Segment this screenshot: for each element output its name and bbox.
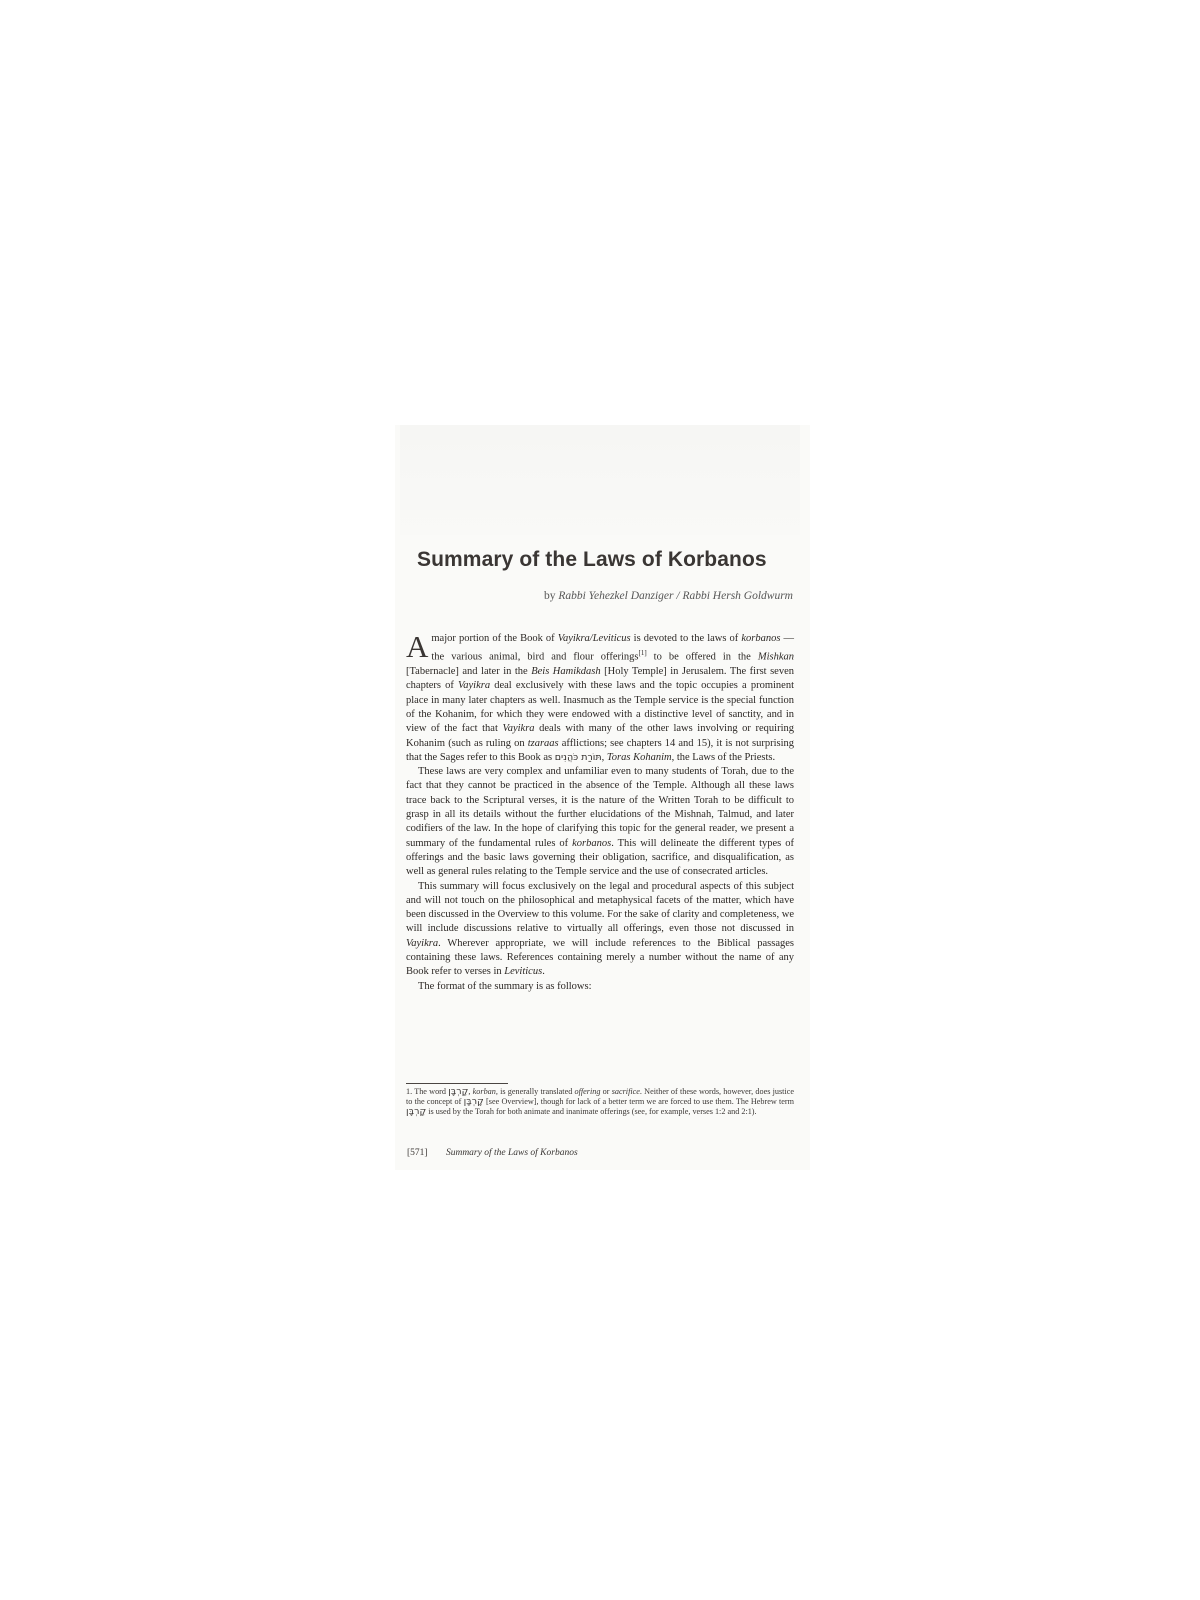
text-run: , is generally translated [495,1087,575,1096]
byline [415,590,793,602]
text-run: . This will delineate the different types of offerings and the basic laws governing their obligation, sacrifice, and disqualification, as well as general rules relating to the Temple service and the use of consecrated articles. [406,837,794,878]
text-run: afflictions; see chapters 14 and 15), it is not surprising that the Sages refer to this Book as [406,737,794,763]
footnote-marker: [1] [638,649,647,658]
italic-term: korban [472,1087,496,1096]
italic-term: korbanos [572,837,612,849]
running-title: Summary of the Laws of Korbanos [445,1148,578,1158]
text-run: is devoted to the laws of [630,633,742,644]
text-run: [see Overview], though for lack of a better term we are forced to use them. The Hebrew term [483,1097,794,1107]
text-run: — the various animal, bird and flour offerings [431,633,794,663]
text-run: . [542,966,545,978]
text-run: deal exclusively with these laws and the topic occupies a prominent place in many later chapters as well. Inasmuch as the Temple service is the special function of the Kohanim, for which they were endowed with a distinctive level of sanctity, and in view of the fact that [406,680,794,735]
italic-term: Toras Kohanim [606,751,672,763]
italic-term: tzaraas [527,737,559,749]
byline-authors: Rabbi Yehezkel Danziger / Rabbi Hersh Goldwurm [558,590,793,602]
italic-term: Beis Hamikdash [531,666,601,678]
text-run: . Neither of these words, however, does justice to the concept of [406,1087,794,1107]
paragraph-2 [406,765,794,879]
hebrew-term: תּוֹרַת כֹּהֲנִים [554,751,602,763]
article-body [406,629,794,994]
drop-cap: A [406,629,429,664]
text-run: . Wherever appropriate, we will include references to the Biblical passages containing these laws. References containing merely a number without the name of any Book refer to verses in [406,937,794,978]
italic-term: offering [574,1087,601,1096]
page-footer [407,1148,707,1158]
text-run: or [600,1087,612,1096]
text-run: [Tabernacle] and later in the [406,666,532,678]
italic-term: Vayikra [502,723,535,735]
text-run: deals with many of the other laws involving or requiring Kohanim (such as ruling on [406,723,794,749]
text-run: [Holy Temple] in Jerusalem. The first seven chapters of [406,666,794,692]
footnote [406,1087,794,1118]
italic-term: Leviticus [504,966,543,978]
text-run: , [468,1087,473,1096]
text-run: This summary will focus exclusively on the legal and procedural aspects of this subject and will not touch on the philosophical and metaphysical facets of the matter, which have been discussed in the Overview to this volume. For the sake of clarity and completeness, we will include discussions relative to virtually all offerings, even those not discussed in [406,880,794,935]
text-run: , [601,751,607,763]
page-number: [571] [407,1148,428,1158]
text-run: to be offered in the [646,651,758,663]
hebrew-term: קָרְבָּן [448,1086,469,1097]
hebrew-term: קָרְבָּן [406,1106,427,1118]
byline-prefix: by [543,590,556,602]
italic-term: Mishkan [757,651,794,663]
italic-term: Vayikra [406,937,439,949]
paragraph-1 [406,629,794,765]
text-run: These laws are very complex and unfamiliar even to many students of Torah, due to the fact that they cannot be practiced in the absence of the Temple. Although all these laws trace back to the Scriptural verses, it is the nature of the Written Torah to be difficult to grasp in all its details without the further elucidations of the Mishnah, Talmud, and later codifiers of the law. In the hope of clarifying this topic for the general reader, we present a summary of the fundamental rules of [406,766,794,849]
scan-smudge [400,425,800,535]
italic-term: korbanos [741,633,781,644]
text-run: 1. The word [406,1087,449,1096]
text-run: is used by the Torah for both animate and inanimate offerings (see, for example, verses 1:2 and 2:1). [426,1107,757,1117]
page-title: Summary of the Laws of Korbanos [417,548,767,571]
paragraph-4 [406,980,794,994]
footnote-divider [406,1083,508,1084]
italic-term: sacrifice [611,1087,640,1096]
text-run: The format of the summary is as follows: [418,980,592,992]
text-run: major portion of the Book of [431,633,558,644]
paragraph-3 [406,880,794,980]
italic-term: Vayikra/Leviticus [557,633,631,644]
text-run: , the Laws of the Priests. [671,751,776,763]
hebrew-term: קָרְבָּן [463,1096,484,1108]
italic-term: Vayikra [458,680,491,692]
